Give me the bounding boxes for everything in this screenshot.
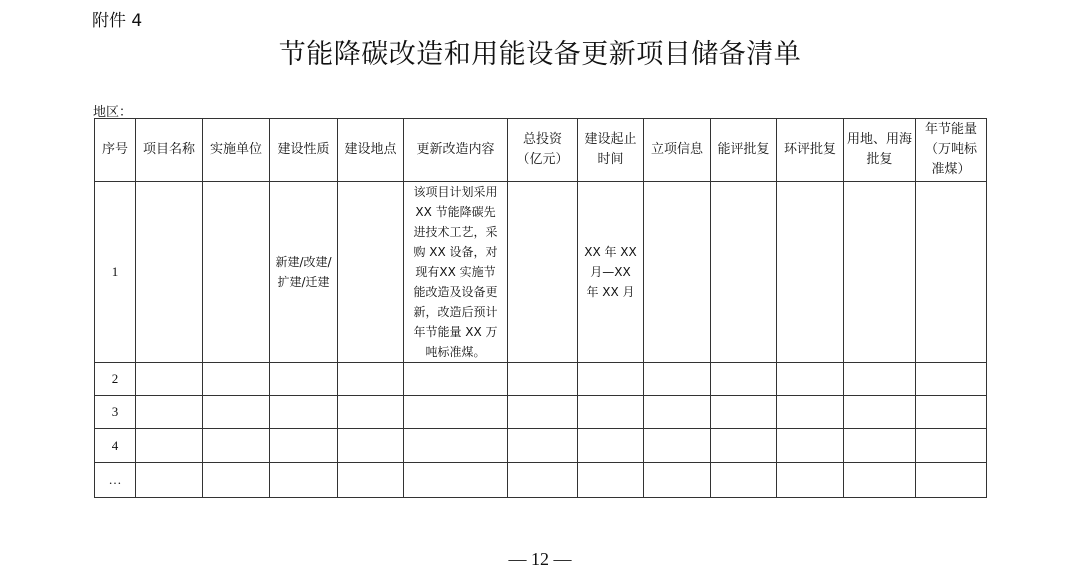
table-cell: [916, 429, 987, 463]
region-label: 地区：: [93, 105, 133, 120]
project-reserve-table: [94, 118, 987, 498]
table-row: [95, 182, 987, 363]
table-cell: [711, 363, 777, 396]
table-cell: [270, 363, 338, 396]
table-cell: [844, 396, 916, 429]
table-cell: [270, 429, 338, 463]
table-cell: [777, 182, 844, 363]
table-cell: [338, 363, 404, 396]
table-cell: [203, 396, 270, 429]
table-cell: [404, 396, 508, 429]
table-cell: [338, 463, 404, 498]
table-cell: [404, 363, 508, 396]
table-cell: [404, 429, 508, 463]
table-cell: [777, 429, 844, 463]
table-cell: [916, 363, 987, 396]
table-cell: [777, 363, 844, 396]
table-cell: [578, 429, 644, 463]
header-cell-period: 建设起止 时间: [578, 119, 644, 182]
table-cell: [203, 429, 270, 463]
table-cell: [136, 396, 203, 429]
table-cell: [777, 463, 844, 498]
table-cell: [270, 463, 338, 498]
table-row: [95, 463, 987, 498]
table-cell: [338, 396, 404, 429]
table-cell: [508, 182, 578, 363]
table-cell: [136, 363, 203, 396]
table-cell: [644, 429, 711, 463]
table-cell: [338, 429, 404, 463]
document-title: 节能降碳改造和用能设备更新项目储备清单: [278, 39, 802, 70]
table-header-row: [95, 119, 987, 182]
table-cell: [644, 396, 711, 429]
table-cell: [644, 182, 711, 363]
table-cell: [136, 429, 203, 463]
table-cell: [508, 429, 578, 463]
construction-type-cell: 新建/改建/ 扩建/迁建: [270, 182, 338, 363]
table-cell: [136, 182, 203, 363]
table-cell: [711, 182, 777, 363]
table-cell: [508, 463, 578, 498]
row-number: 2: [95, 363, 136, 396]
header-cell-annual-saving: 年节能量 （万吨标 准煤）: [916, 119, 987, 182]
header-cell-project-name: 项目名称: [136, 119, 203, 182]
table-cell: [578, 363, 644, 396]
table-cell: [203, 182, 270, 363]
header-cell-land-sea-approval: 用地、用海 批复: [844, 119, 916, 182]
table-cell: [508, 363, 578, 396]
header-cell-total-investment: 总投资 （亿元）: [508, 119, 578, 182]
row-number: 4: [95, 429, 136, 463]
table-row: [95, 363, 987, 396]
table-cell: [844, 182, 916, 363]
header-cell-energy-review: 能评批复: [711, 119, 777, 182]
table-cell: [916, 182, 987, 363]
header-cell-seq: 序号: [95, 119, 136, 182]
table-cell: [338, 182, 404, 363]
table-cell: [508, 396, 578, 429]
table-cell: [136, 463, 203, 498]
table-cell: [578, 396, 644, 429]
table-cell: [644, 463, 711, 498]
table-cell: [270, 396, 338, 429]
header-cell-renovation-content: 更新改造内容: [404, 119, 508, 182]
table-cell: [404, 463, 508, 498]
table-cell: [711, 429, 777, 463]
table-row: [95, 396, 987, 429]
table-cell: [203, 363, 270, 396]
row-number: 3: [95, 396, 136, 429]
table-cell: [916, 463, 987, 498]
header-cell-eia-approval: 环评批复: [777, 119, 844, 182]
table-cell: [711, 396, 777, 429]
header-cell-implementer: 实施单位: [203, 119, 270, 182]
row-number: …: [95, 463, 136, 498]
table-cell: [844, 429, 916, 463]
table-row: [95, 429, 987, 463]
table-cell: [644, 363, 711, 396]
table-cell: [844, 363, 916, 396]
header-cell-construction-type: 建设性质: [270, 119, 338, 182]
table-cell: [844, 463, 916, 498]
renovation-content-cell: 该项目计划采用XX 节能降碳先进技术工艺，采购 XX 设备，对现有XX 实施节能改造及设备更新，改造后预计年节能量 XX 万吨标准煤。: [404, 182, 508, 363]
attachment-label: 附件 4: [92, 11, 143, 31]
header-cell-location: 建设地点: [338, 119, 404, 182]
table-cell: [916, 396, 987, 429]
table-cell: [203, 463, 270, 498]
page-number: — 12 —: [508, 549, 572, 569]
table-cell: [578, 463, 644, 498]
table-cell: [711, 463, 777, 498]
table-cell: [777, 396, 844, 429]
row-number: 1: [95, 182, 136, 363]
header-cell-project-approval: 立项信息: [644, 119, 711, 182]
period-cell: XX 年 XX 月—XX 年 XX 月: [578, 182, 644, 363]
